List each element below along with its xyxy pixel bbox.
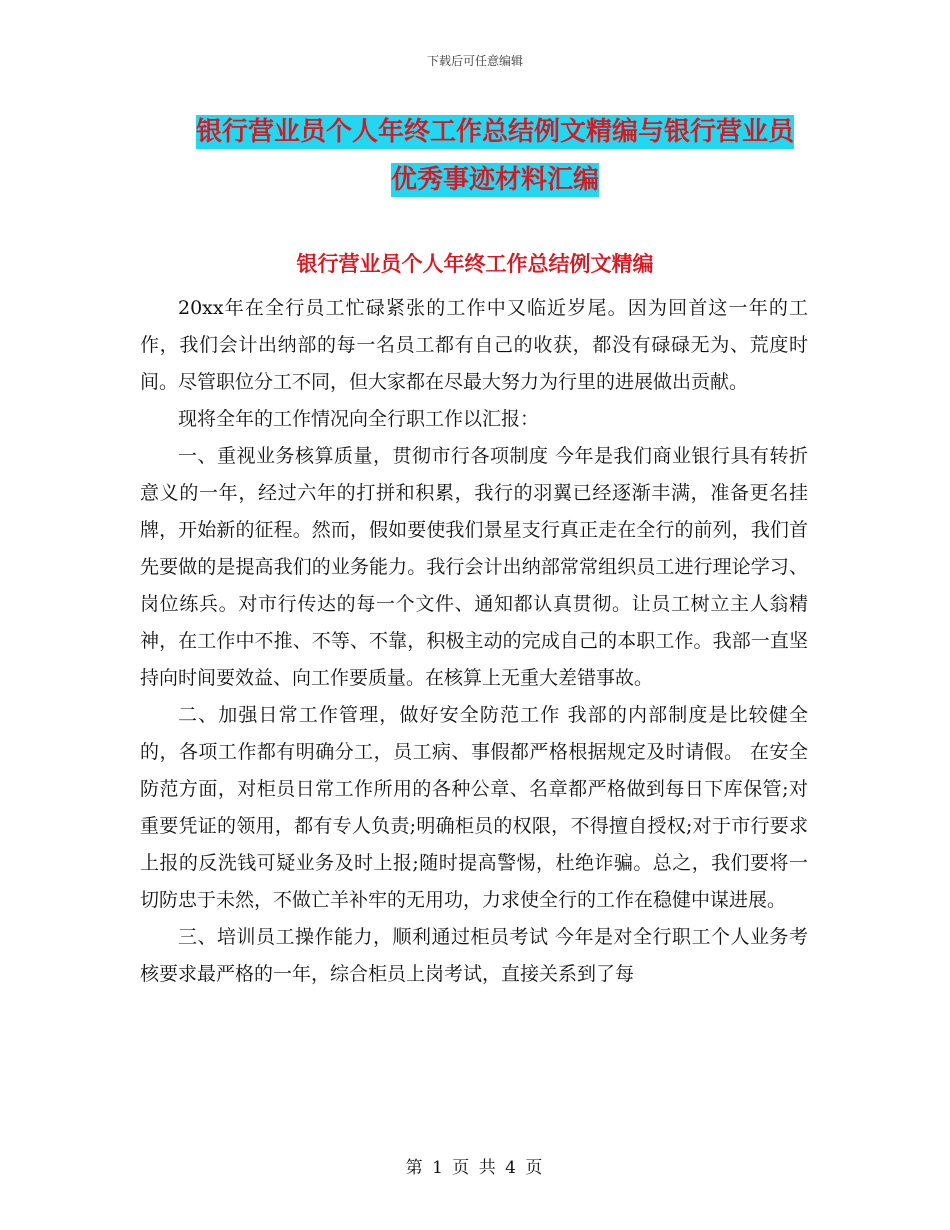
- body-text: [140, 290, 808, 993]
- header-note: 下载后可任意编辑: [426, 54, 523, 68]
- paragraph: 二、加强日常工作管理，做好安全防范工作 我部的内部制度是比较健全的，各项工作都有明确分工，员工病、事假都严格根据规定及时请假。 在安全防范方面，对柜员日常工作所用的各种公章、名章都严格做到每日下库保管;对重要凭证的领用，都有专人负责;明确柜员的权限，不得擅自授权;对于市行要求上报的反洗钱可疑业务及时上报;随时提高警惕，杜绝诈骗。总之，我们要将一切防忠于未然，不做亡羊补牢的无用功，力求使全行的工作在稳健中谋进展。: [140, 704, 808, 911]
- document-title-line-2: 优秀事迹材料汇编: [390, 165, 599, 195]
- page-footer: 第 1 页 共 4 页: [405, 1158, 545, 1178]
- paragraph: 一、重视业务核算质量，贯彻市行各项制度 今年是我们商业银行具有转折意义的一年，经过六年的打拼和积累，我行的羽翼已经逐渐丰满，准备更名挂牌，开始新的征程。然而，假如要使我们景星支行真正走在全行的前列，我们首先要做的是提高我们的业务能力。我行会计出纳部常常组织员工进行理论学习、岗位练兵。对市行传达的每一个文件、通知都认真贯彻。让员工树立主人翁精神，在工作中不推、不等、不靠，积极主动的完成自己的本职工作。我部一直坚持向时间要效益、向工作要质量。在核算上无重大差错事故。: [140, 445, 808, 689]
- paragraph: 20xx年在全行员工忙碌紧张的工作中又临近岁尾。因为回首这一年的工作，我们会计出纳部的每一名员工都有自己的收获，都没有碌碌无为、荒度时间。尽管职位分工不同，但大家都在尽最大努力为行里的进展做出贡献。: [140, 297, 808, 393]
- paragraph: 三、培训员工操作能力，顺利通过柜员考试 今年是对全行职工个人业务考核要求最严格的一年，综合柜员上岗考试，直接关系到了每: [140, 926, 808, 985]
- document-title: [180, 108, 810, 204]
- paragraph: 现将全年的工作情况向全行职工作以汇报：: [178, 408, 540, 430]
- section-heading: 银行营业员个人年终工作总结例文精编: [296, 252, 654, 276]
- document-title-line-1: 银行营业员个人年终工作总结例文精编与银行营业员: [195, 117, 794, 147]
